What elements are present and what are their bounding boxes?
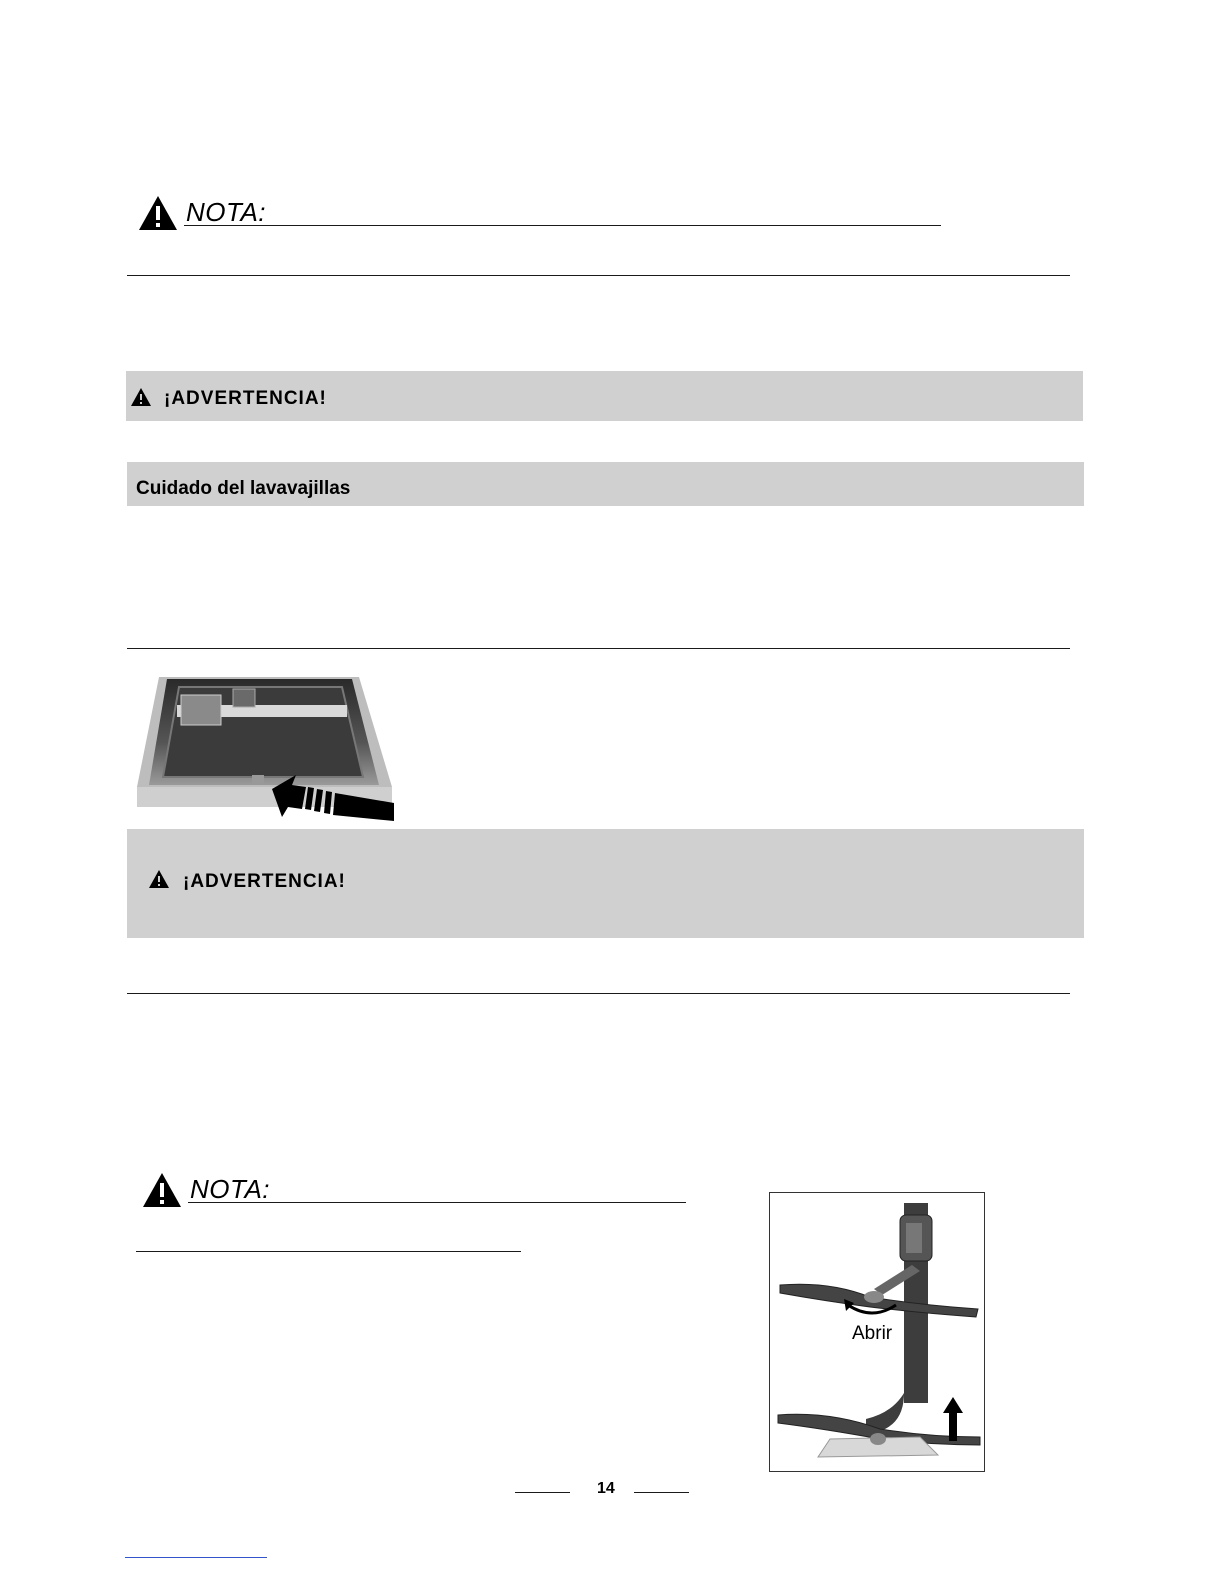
footnote-link-line [125,1557,267,1558]
warning-bar-2 [127,829,1084,938]
page-number: 14 [597,1480,615,1497]
warning-label: ¡ADVERTENCIA! [164,388,327,409]
divider [136,1251,521,1252]
note-label: NOTA: [186,197,267,227]
warning-triangle-icon [149,870,169,888]
spray-arm-figure [769,1192,985,1472]
dishwasher-tub-photo [137,677,397,823]
page-footer [515,1478,690,1502]
note-1 [138,195,943,231]
divider [127,993,1070,994]
section-title: Cuidado del lavavajillas [136,478,351,499]
note-underline [188,1202,686,1203]
warning-triangle-icon [142,1172,182,1208]
spray-arm-open-label: Abrir [852,1323,893,1344]
warning-triangle-icon [138,195,178,231]
note-label: NOTA: [190,1174,271,1204]
arrow-icon [270,773,396,823]
note-2 [142,1170,688,1208]
warning-bar-1 [126,371,1083,421]
footer-line-left [515,1492,570,1493]
divider [127,648,1070,649]
note-underline [184,225,941,226]
warning-label: ¡ADVERTENCIA! [183,871,346,892]
divider [127,275,1070,276]
section-bar [127,462,1084,506]
warning-triangle-icon [131,388,151,406]
footer-line-right [634,1492,689,1493]
